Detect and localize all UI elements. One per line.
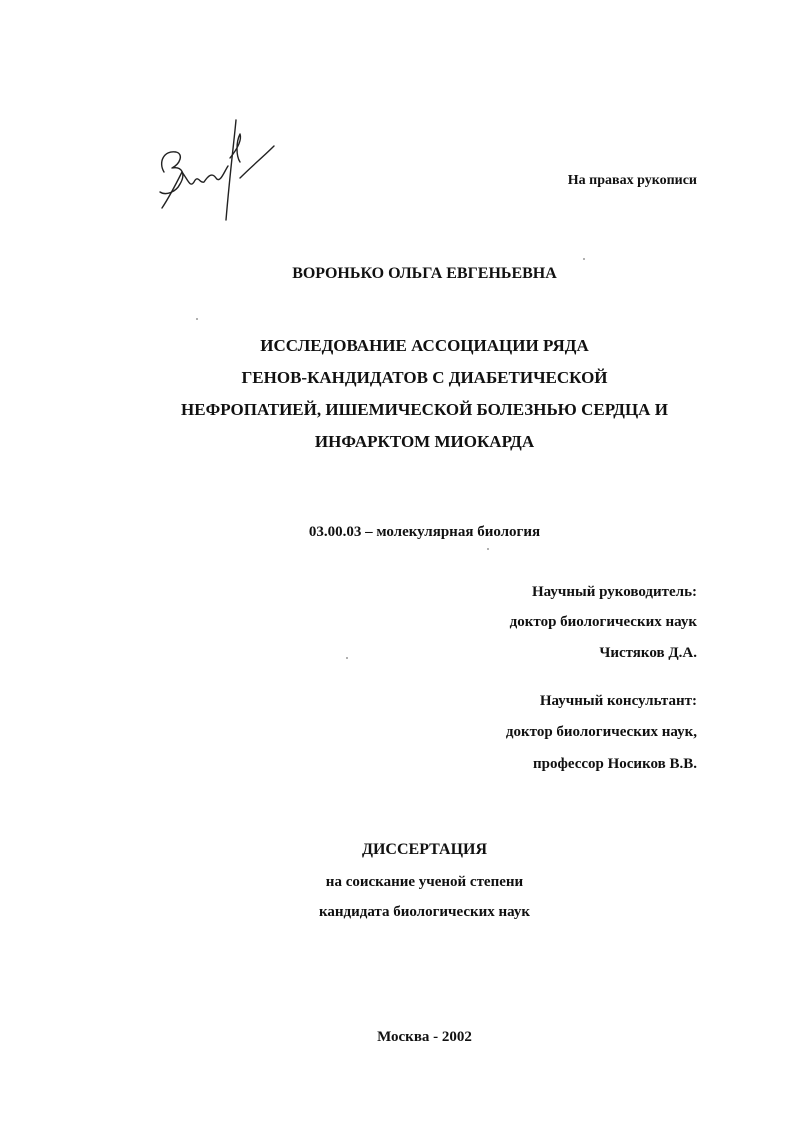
manuscript-note: На правах рукописи <box>567 173 697 188</box>
scan-speck <box>196 318 198 320</box>
supervisor-label: Научный руководитель: <box>532 584 697 600</box>
consultant-label: Научный консультант: <box>539 693 697 709</box>
handwritten-signature <box>150 112 280 227</box>
scan-speck <box>583 258 585 260</box>
consultant-degree: доктор биологических наук, <box>505 724 697 740</box>
dissertation-line-2: кандидата биологических наук <box>318 904 531 920</box>
thesis-title-line-3: НЕФРОПАТИЕЙ, ИШЕМИЧЕСКОЙ БОЛЕЗНЬЮ СЕРДЦА И <box>181 400 668 419</box>
city-year: Москва - 2002 <box>377 1029 472 1045</box>
supervisor-name: Чистяков Д.А. <box>599 645 697 661</box>
consultant-name: профессор Носиков В.В. <box>532 756 697 772</box>
scan-speck <box>346 657 348 659</box>
dissertation-heading: ДИССЕРТАЦИЯ <box>361 841 488 858</box>
dissertation-line-1: на соискание ученой степени <box>325 874 524 890</box>
author-name: ВОРОНЬКО ОЛЬГА ЕВГЕНЬЕВНА <box>292 265 557 282</box>
thesis-title-line-1: ИССЛЕДОВАНИЕ АССОЦИАЦИИ РЯДА <box>260 336 589 355</box>
thesis-title-line-2: ГЕНОВ-КАНДИДАТОВ С ДИАБЕТИЧЕСКОЙ <box>241 368 608 387</box>
specialty: 03.00.03 – молекулярная биология <box>308 524 541 540</box>
thesis-title-line-4: ИНФАРКТОМ МИОКАРДА <box>314 432 535 451</box>
supervisor-degree: доктор биологических наук <box>509 614 697 630</box>
scan-speck <box>487 548 489 550</box>
